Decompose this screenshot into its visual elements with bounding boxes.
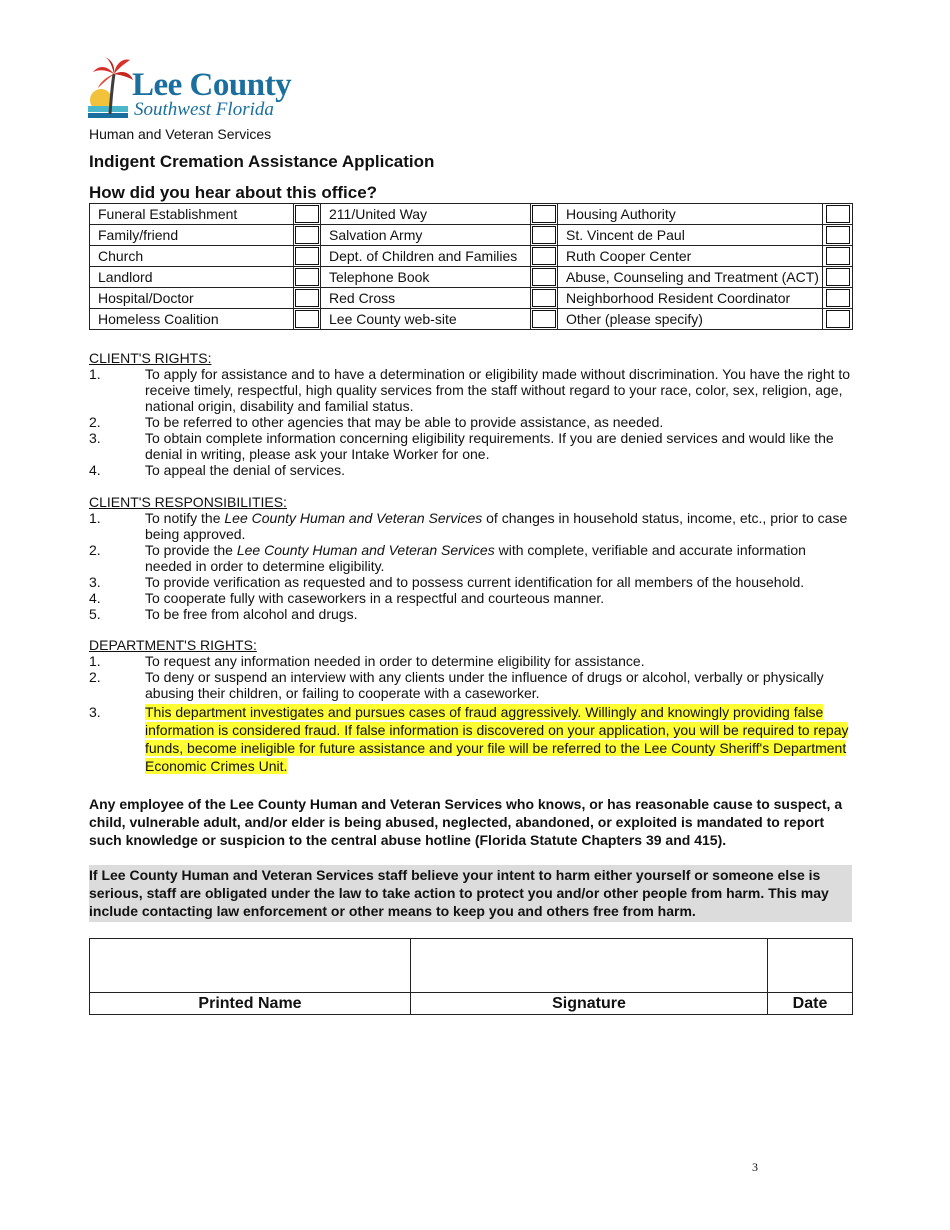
referral-checkbox[interactable] xyxy=(532,289,556,307)
referral-checkbox[interactable] xyxy=(532,268,556,286)
list-item: 2. To provide the Lee County Human and Veteran Services with complete, verifiable and accurate information needed in order to determine eligibility. xyxy=(89,542,806,574)
referral-checkbox-cell xyxy=(531,309,558,330)
department-rights-section xyxy=(89,637,852,775)
referral-checkbox[interactable] xyxy=(826,226,850,244)
date-field[interactable] xyxy=(768,939,853,993)
referral-checkbox-cell xyxy=(294,267,321,288)
referral-checkbox-cell xyxy=(531,225,558,246)
list-item: 3. To obtain complete information concerning eligibility requirements. If you are denied services and would like the denial in writing, please ask your Intake Worker for one. xyxy=(89,430,834,462)
referral-checkbox[interactable] xyxy=(532,205,556,223)
list-item: 2. To be referred to other agencies that may be able to provide assistance, as needed. xyxy=(89,414,664,430)
referral-row xyxy=(90,204,853,225)
referral-option-label: Landlord xyxy=(90,267,294,288)
referral-option-label: Family/friend xyxy=(90,225,294,246)
referral-checkbox[interactable] xyxy=(826,289,850,307)
referral-checkbox[interactable] xyxy=(532,226,556,244)
referral-option-label: Telephone Book xyxy=(321,267,531,288)
referral-checkbox[interactable] xyxy=(295,268,319,286)
fraud-warning-highlight: This department investigates and pursues cases of fraud aggressively. Willingly and knowingly providing false information is considered fraud. If false information is discovered on your application, you will be required to repay funds, become ineligible for future assistance and your file will be referred to the Lee County Sheriff's Department Economic Crimes Unit. xyxy=(145,704,849,774)
referral-checkbox-cell xyxy=(823,246,853,267)
department-rights-title: DEPARTMENT'S RIGHTS: xyxy=(89,637,257,653)
referral-checkbox-cell xyxy=(823,288,853,309)
referral-checkbox[interactable] xyxy=(532,310,556,328)
referral-option-label: Housing Authority xyxy=(558,204,823,225)
department-name: Human and Veteran Services xyxy=(89,126,272,142)
palm-tree-icon xyxy=(88,56,134,122)
printed-name-field[interactable] xyxy=(90,939,411,993)
referral-checkbox-cell xyxy=(531,288,558,309)
referral-checkbox[interactable] xyxy=(295,247,319,265)
list-item: 4. To cooperate fully with caseworkers in a respectful and courteous manner. xyxy=(89,590,605,606)
page-number: 3 xyxy=(752,1160,758,1174)
referral-row xyxy=(90,309,853,330)
referral-checkbox-cell xyxy=(294,288,321,309)
referral-question: How did you hear about this office? xyxy=(89,183,378,202)
referral-row xyxy=(90,225,853,246)
signature-table xyxy=(89,938,853,1015)
fraud-warning-item: 3. This department investigates and pursues cases of fraud aggressively. Willingly and knowingly providing false information is considered fraud. If false information is discovered on your application, you will be required to repay funds, become ineligible for future assistance and your file will be referred to the Lee County Sheriff's Department Economic Crimes Unit. xyxy=(89,704,849,774)
referral-row xyxy=(90,288,853,309)
lee-county-logo xyxy=(88,56,298,126)
clients-responsibilities-title: CLIENT'S RESPONSIBILITIES: xyxy=(89,494,287,510)
signature-field[interactable] xyxy=(411,939,768,993)
referral-option-label: Neighborhood Resident Coordinator xyxy=(558,288,823,309)
referral-checkbox[interactable] xyxy=(295,226,319,244)
harm-protection-notice: If Lee County Human and Veteran Services staff believe your intent to harm either yourself or someone else is serious, staff are obligated under the law to take action to protect you and/or other people from harm. This may include contacting law enforcement or other means to keep you and others free from harm. xyxy=(89,865,852,922)
signature-label: Signature xyxy=(411,993,768,1015)
referral-checkbox[interactable] xyxy=(826,205,850,223)
clients-rights-section xyxy=(89,350,852,478)
referral-checkbox-cell xyxy=(823,267,853,288)
list-item: 4. To appeal the denial of services. xyxy=(89,462,346,478)
referral-checkbox-cell xyxy=(294,246,321,267)
referral-checkbox[interactable] xyxy=(826,310,850,328)
referral-checkbox-cell xyxy=(823,204,853,225)
referral-option-label: Salvation Army xyxy=(321,225,531,246)
list-item: 1. To apply for assistance and to have a determination or eligibility made without discrimination. You have the right to receive timely, respectful, high quality services from the staff without regard to your race, color, sex, religion, age, national origin, disability and familial status. xyxy=(89,366,851,414)
referral-checkbox[interactable] xyxy=(826,247,850,265)
date-label: Date xyxy=(768,993,853,1015)
referral-option-label: Homeless Coalition xyxy=(90,309,294,330)
referral-checkbox-cell xyxy=(294,309,321,330)
referral-checkbox[interactable] xyxy=(295,205,319,223)
referral-option-label: Red Cross xyxy=(321,288,531,309)
printed-name-label: Printed Name xyxy=(90,993,411,1015)
referral-option-label: Ruth Cooper Center xyxy=(558,246,823,267)
referral-row xyxy=(90,267,853,288)
referral-checkbox-cell xyxy=(531,204,558,225)
referral-option-label: Hospital/Doctor xyxy=(90,288,294,309)
referral-option-label: Church xyxy=(90,246,294,267)
referral-checkbox-cell xyxy=(531,246,558,267)
referral-option-label: Dept. of Children and Families xyxy=(321,246,531,267)
referral-option-label: St. Vincent de Paul xyxy=(558,225,823,246)
referral-option-label: 211/United Way xyxy=(321,204,531,225)
referral-checkbox[interactable] xyxy=(295,310,319,328)
list-item: 1. To request any information needed in order to determine eligibility for assistance. xyxy=(89,653,645,669)
referral-checkbox-cell xyxy=(823,309,853,330)
referral-option-label: Abuse, Counseling and Treatment (ACT) xyxy=(558,267,823,288)
referral-checkbox-cell xyxy=(823,225,853,246)
referral-checkbox[interactable] xyxy=(295,289,319,307)
referral-row xyxy=(90,246,853,267)
list-item: 1. To notify the Lee County Human and Veteran Services of changes in household status, income, etc., prior to case being approved. xyxy=(89,510,848,542)
list-item: 2. To deny or suspend an interview with any clients under the influence of drugs or alcohol, verbally or physically abusing their children, or failing to cooperate with a caseworker. xyxy=(89,669,824,701)
abuse-reporting-notice: Any employee of the Lee County Human and Veteran Services who knows, or has reasonable cause to suspect, a child, vulnerable adult, and/or elder is being abused, neglected, abandoned, or exploited is mandated to report such knowledge or suspicion to the central abuse hotline (Florida Statute Chapters 39 and 415). xyxy=(89,796,843,848)
referral-checkbox[interactable] xyxy=(826,268,850,286)
logo-subtitle: Southwest Florida xyxy=(134,99,274,120)
referral-checkbox-cell xyxy=(531,267,558,288)
referral-checkbox-cell xyxy=(294,225,321,246)
referral-checkbox-cell xyxy=(294,204,321,225)
referral-checkbox[interactable] xyxy=(532,247,556,265)
referral-source-table xyxy=(89,203,853,330)
referral-option-label: Lee County web-site xyxy=(321,309,531,330)
list-item: 5. To be free from alcohol and drugs. xyxy=(89,606,358,622)
referral-option-label: Funeral Establishment xyxy=(90,204,294,225)
clients-responsibilities-section xyxy=(89,494,852,622)
list-item: 3. To provide verification as requested and to possess current identification for all members of the household. xyxy=(89,574,805,590)
form-title: Indigent Cremation Assistance Application xyxy=(89,152,435,171)
referral-option-label: Other (please specify) xyxy=(558,309,823,330)
logo-title: Lee County xyxy=(132,67,292,103)
clients-rights-title: CLIENT'S RIGHTS: xyxy=(89,350,212,366)
